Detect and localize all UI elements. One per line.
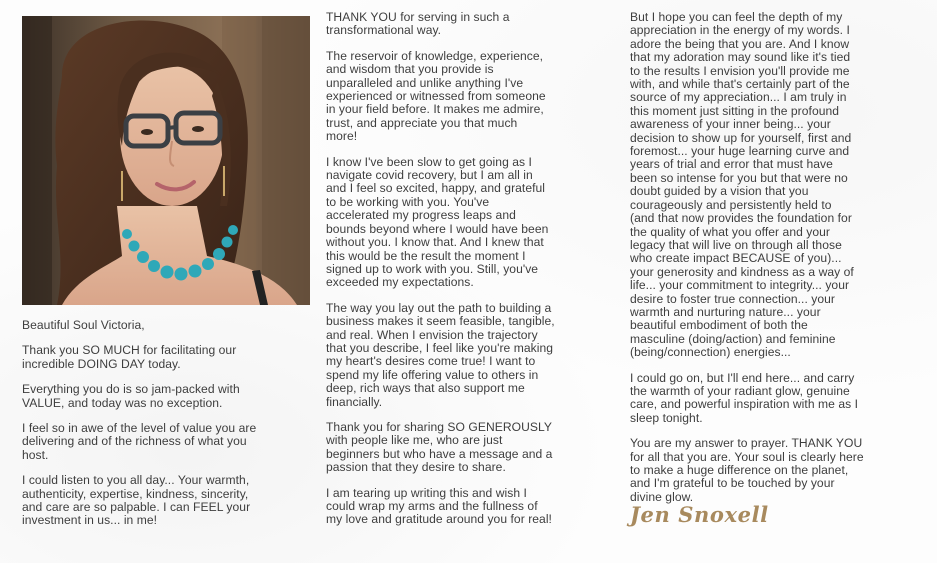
paragraph: But I hope you can feel the depth of my appreciation in the energy of my words. I adore the being that you are. And I know that my adoration may sound like it's tied to the results I envision you'll provide me with, and while that's certainly part of the source of my appreciation... I am truly in this moment just sitting in the profound awareness of your inner being... your decision to show up for yourself, first and foremost... your huge learning curve and years of trial and error that must have been so intense for you but that were no doubt guided by a vision that you courageously and persistently held to (and that now provides the foundation for the quality of what you offer and your legacy that will live on through all those who create impact BECAUSE of you)... your generosity and kindness as a way of life... your commitment to integrity... your desire to foster true connection... your warmth and nurturing nature... your beautiful embodiment of both the masculine (doing/action) and feminine (being/connection) energies... xyxy=(630,10,854,360)
paragraph: You are my answer to prayer. THANK YOU for all that you are. Your soul is clearly here to make a huge difference on the planet, and I'm grateful to be touched by your divine glow. xyxy=(630,436,864,504)
paragraph: I feel so in awe of the level of value you are delivering and of the richness of what you host. xyxy=(22,421,257,462)
paragraph: The reservoir of knowledge, experience, and wisdom that you provide is unparalleled and unlike anything I've experienced or witnessed from someone in your field before. It makes me admire, trust, and appreciate you that much more! xyxy=(326,48,546,144)
paragraph: I could listen to you all day... Your warmth, authenticity, expertise, kindness, sincerity, and care are so palpable. I can FEEL your investment in us... in me! xyxy=(22,473,251,528)
paragraph: THANK YOU for serving in such a transformational way. xyxy=(326,10,510,38)
letter-column-3 xyxy=(630,10,920,528)
paragraph: Everything you do is so jam-packed with VALUE, and today was no exception. xyxy=(22,382,240,410)
signature: Jen Snoxell xyxy=(630,502,769,528)
greeting: Beautiful Soul Victoria, xyxy=(22,318,145,332)
portrait-photo xyxy=(22,16,310,305)
paragraph: I am tearing up writing this and wish I could wrap my arms and the fullness of my love and gratitude around you for real! xyxy=(326,485,552,527)
letter-column-2 xyxy=(326,11,616,539)
letter-column-1 xyxy=(22,319,322,540)
paragraph: I could go on, but I'll end here... and carry the warmth of your radiant glow, genuine care, and powerful inspiration with me as I sleep tonight. xyxy=(630,370,859,425)
paragraph: Thank you for sharing SO GENEROUSLY with people like me, who are just beginners but who have a message and a passion that they desire to share. xyxy=(326,419,553,475)
paragraph: Thank you SO MUCH for facilitating our incredible DOING DAY today. xyxy=(22,343,237,371)
paragraph: The way you lay out the path to building a business makes it seem feasible, tangible, and real. When I envision the trajectory that you describe, I feel like you're making my heart's desires come true! I want to spend my life offering value to others in deep, rich ways that also support me financially. xyxy=(326,300,555,409)
paragraph: I know I've been slow to get going as I navigate covid recovery, but I am all in and I feel so excited, happy, and grateful to be working with you. You've accelerated my progress leaps and bounds beyond where I would have been without you. I know that. And I knew that this would be the result the moment I signed up to work with you. Still, you've exceeded my expectations. xyxy=(326,154,549,290)
